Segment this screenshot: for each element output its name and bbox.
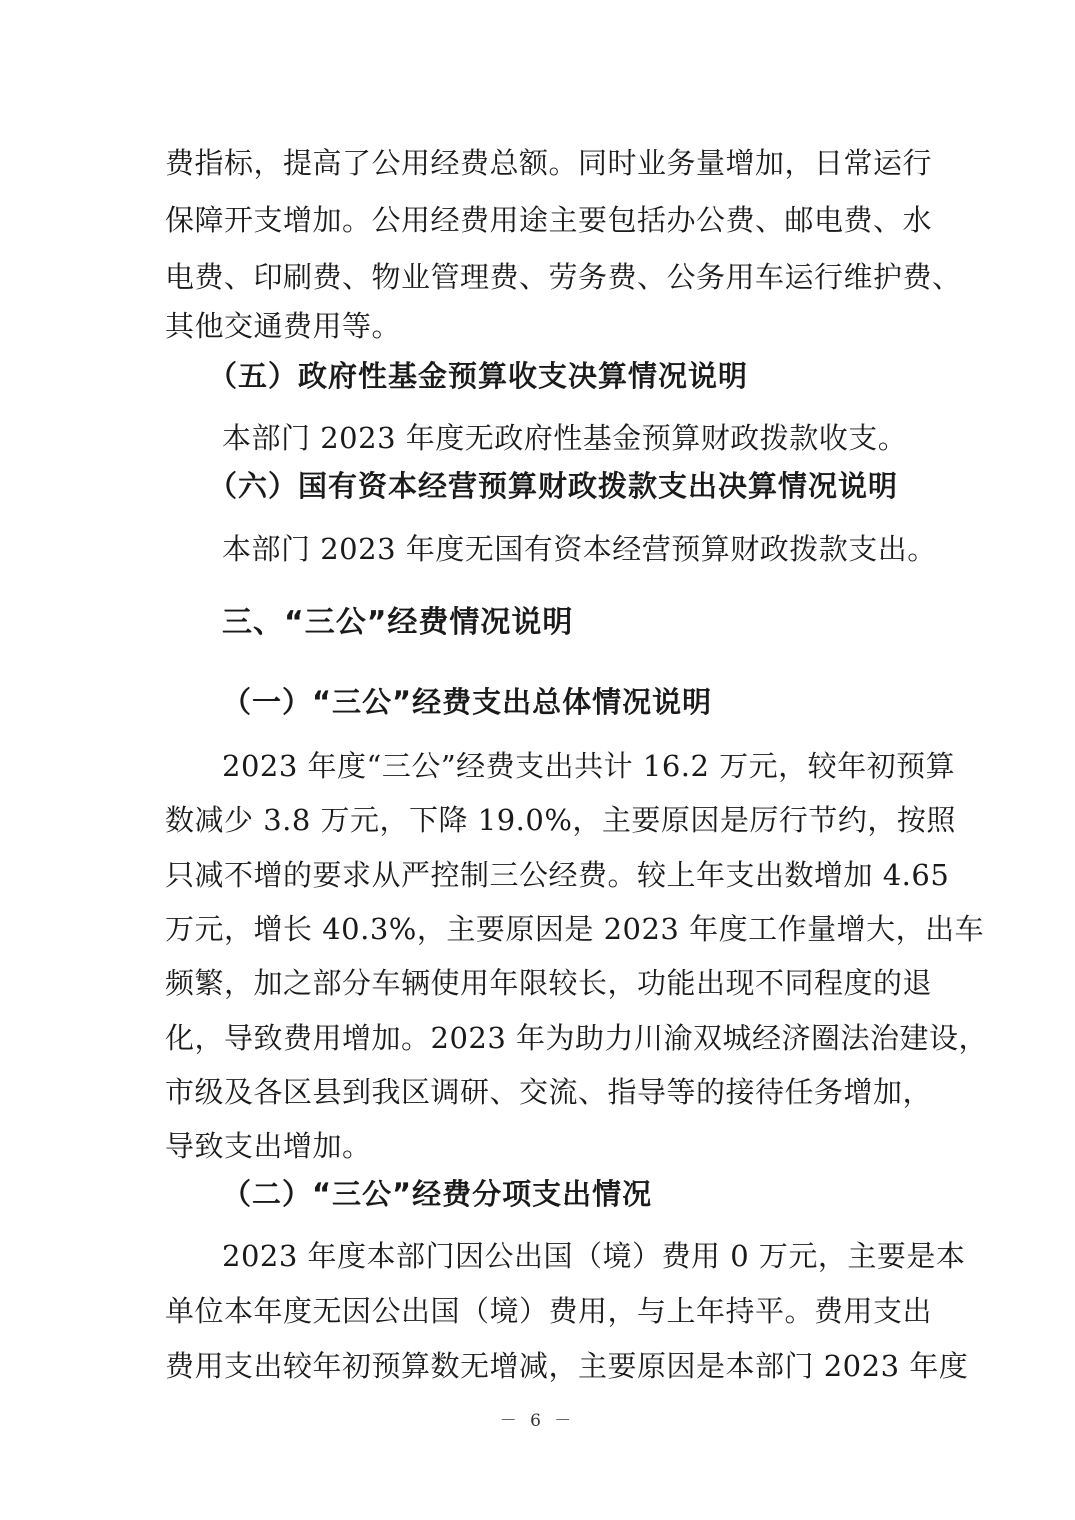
- paragraph-line: 化，导致费用增加。2023 年为助力川渝双城经济圈法治建设，: [165, 1021, 989, 1055]
- paragraph-line: 其他交通费用等。: [165, 309, 402, 343]
- paragraph-line: 单位本年度无因公出国（境）费用，与上年持平。费用支出: [165, 1294, 933, 1328]
- page-number: － 6 －: [499, 1411, 576, 1431]
- paragraph-line: 导致支出增加。: [165, 1129, 372, 1163]
- paragraph-line: 频繁，加之部分车辆使用年限较长，功能出现不同程度的退: [165, 966, 933, 1000]
- section-6-text: 本部门 2023 年度无国有资本经营预算财政拨款支出。: [222, 532, 937, 566]
- paragraph-line: 电费、印刷费、物业管理费、劳务费、公务用车运行维护费、: [165, 260, 962, 294]
- section-heading-6: （六）国有资本经营预算财政拨款支出决算情况说明: [208, 469, 899, 503]
- paragraph-line: 市级及各区县到我区调研、交流、指导等的接待任务增加，: [165, 1075, 933, 1109]
- paragraph-line: 万元，增长 40.3%，主要原因是 2023 年度工作量增大，出车: [165, 912, 985, 946]
- paragraph-line: 2023 年度本部门因公出国（境）费用 0 万元，主要是本: [222, 1239, 966, 1273]
- part-3-heading: 三、“三公”经费情况说明: [222, 605, 574, 640]
- section-heading-5: （五）政府性基金预算收支决算情况说明: [208, 359, 749, 393]
- section-5-text: 本部门 2023 年度无政府性基金预算财政拨款收支。: [222, 421, 908, 455]
- paragraph-line: 保障开支增加。公用经费用途主要包括办公费、邮电费、水: [165, 203, 933, 237]
- subsection-heading-2: （二）“三公”经费分项支出情况: [222, 1177, 653, 1211]
- paragraph-line: 费用支出较年初预算数无增减，主要原因是本部门 2023 年度: [165, 1349, 969, 1383]
- paragraph-line: 数减少 3.8 万元，下降 19.0%，主要原因是厉行节约，按照: [165, 803, 956, 837]
- paragraph-line: 2023 年度“三公”经费支出共计 16.2 万元，较年初预算: [222, 749, 956, 783]
- paragraph-line: 只减不增的要求从严控制三公经费。较上年支出数增加 4.65: [165, 858, 950, 892]
- paragraph-line: 费指标，提高了公用经费总额。同时业务量增加，日常运行: [165, 146, 933, 180]
- subsection-heading-1: （一）“三公”经费支出总体情况说明: [222, 685, 713, 719]
